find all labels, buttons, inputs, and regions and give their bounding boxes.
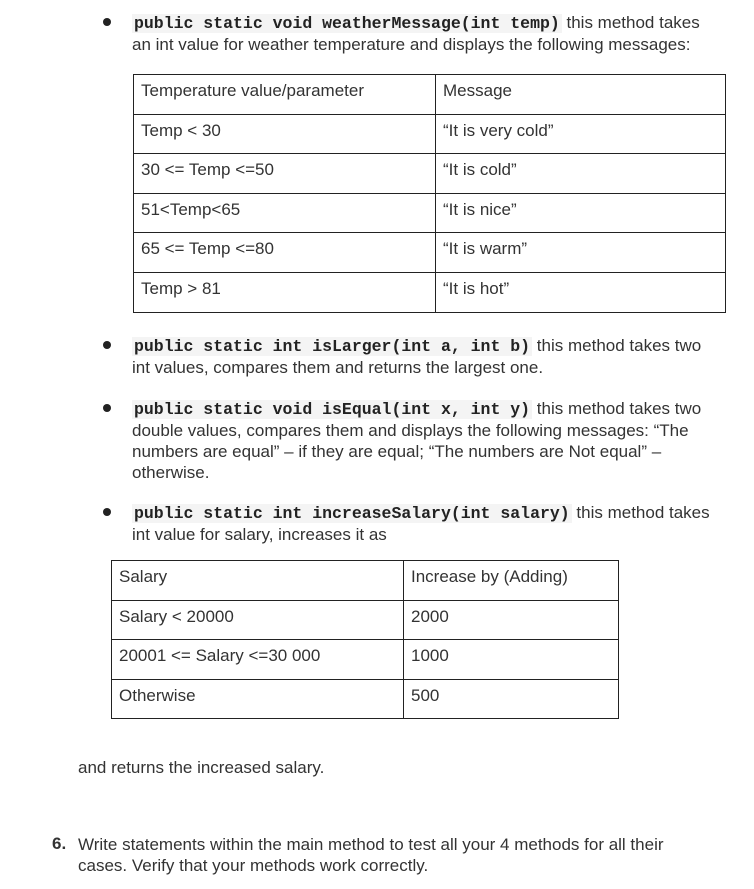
- task-description: [78, 834, 664, 876]
- task-line-2: cases. Verify that your methods work correctly.: [78, 856, 429, 875]
- task-line-1: Write statements within the main method to test all your 4 methods for all their: [78, 835, 664, 854]
- table-header-row: [134, 75, 726, 115]
- table-cell: 65 <= Temp <=80: [134, 233, 436, 273]
- task-number: 6.: [52, 834, 67, 853]
- bullet-weather: [103, 18, 111, 26]
- larger-signature: public static int isLarger(int a, int b): [134, 337, 531, 356]
- table-row: [112, 640, 619, 680]
- salary-table: [111, 560, 619, 719]
- table-header-cell: Increase by (Adding): [404, 561, 619, 601]
- table-cell: “It is cold”: [436, 154, 726, 194]
- weather-description: [132, 12, 700, 55]
- weather-desc-2: an int value for weather temperature and displays the following messages:: [132, 35, 691, 54]
- table-row: [134, 114, 726, 154]
- table-header-row: [112, 561, 619, 601]
- table-cell: 1000: [404, 640, 619, 680]
- table-cell: Temp > 81: [134, 272, 436, 312]
- weather-signature: public static void weatherMessage(int temp): [134, 14, 560, 33]
- equal-desc-4: otherwise.: [132, 463, 210, 482]
- table-row: [134, 154, 726, 194]
- bullet-salary: [103, 508, 111, 516]
- table-row: [134, 233, 726, 273]
- salary-after-text: and returns the increased salary.: [78, 758, 325, 777]
- table-row: [112, 600, 619, 640]
- table-row: [134, 272, 726, 312]
- equal-desc-3: numbers are equal” – if they are equal; “The numbers are Not equal” –: [132, 442, 662, 461]
- table-cell: 51<Temp<65: [134, 193, 436, 233]
- table-cell: Temp < 30: [134, 114, 436, 154]
- larger-desc-1: this method takes two: [532, 336, 702, 355]
- salary-signature: public static int increaseSalary(int salary): [134, 504, 570, 523]
- table-cell: 500: [404, 679, 619, 719]
- table-cell: Otherwise: [112, 679, 404, 719]
- larger-description: [132, 335, 701, 378]
- bullet-equal: [103, 404, 111, 412]
- table-cell: “It is hot”: [436, 272, 726, 312]
- salary-desc-2: int value for salary, increases it as: [132, 525, 387, 544]
- salary-description: [132, 502, 710, 545]
- larger-desc-2: int values, compares them and returns the largest one.: [132, 358, 544, 377]
- weather-table: [133, 74, 726, 313]
- salary-desc-1: this method takes: [571, 503, 710, 522]
- table-cell: 2000: [404, 600, 619, 640]
- table-row: [134, 193, 726, 233]
- equal-desc-2: double values, compares them and displays the following messages: “The: [132, 421, 689, 440]
- table-row: [112, 679, 619, 719]
- equal-description: [132, 398, 701, 483]
- table-header-cell: Message: [436, 75, 726, 115]
- table-cell: “It is very cold”: [436, 114, 726, 154]
- weather-desc-1: this method takes: [561, 13, 700, 32]
- table-cell: “It is nice”: [436, 193, 726, 233]
- table-cell: “It is warm”: [436, 233, 726, 273]
- table-cell: 30 <= Temp <=50: [134, 154, 436, 194]
- table-header-cell: Salary: [112, 561, 404, 601]
- table-header-cell: Temperature value/parameter: [134, 75, 436, 115]
- equal-desc-1: this method takes two: [532, 399, 702, 418]
- table-cell: Salary < 20000: [112, 600, 404, 640]
- equal-signature: public static void isEqual(int x, int y): [134, 400, 531, 419]
- bullet-larger: [103, 341, 111, 349]
- table-cell: 20001 <= Salary <=30 000: [112, 640, 404, 680]
